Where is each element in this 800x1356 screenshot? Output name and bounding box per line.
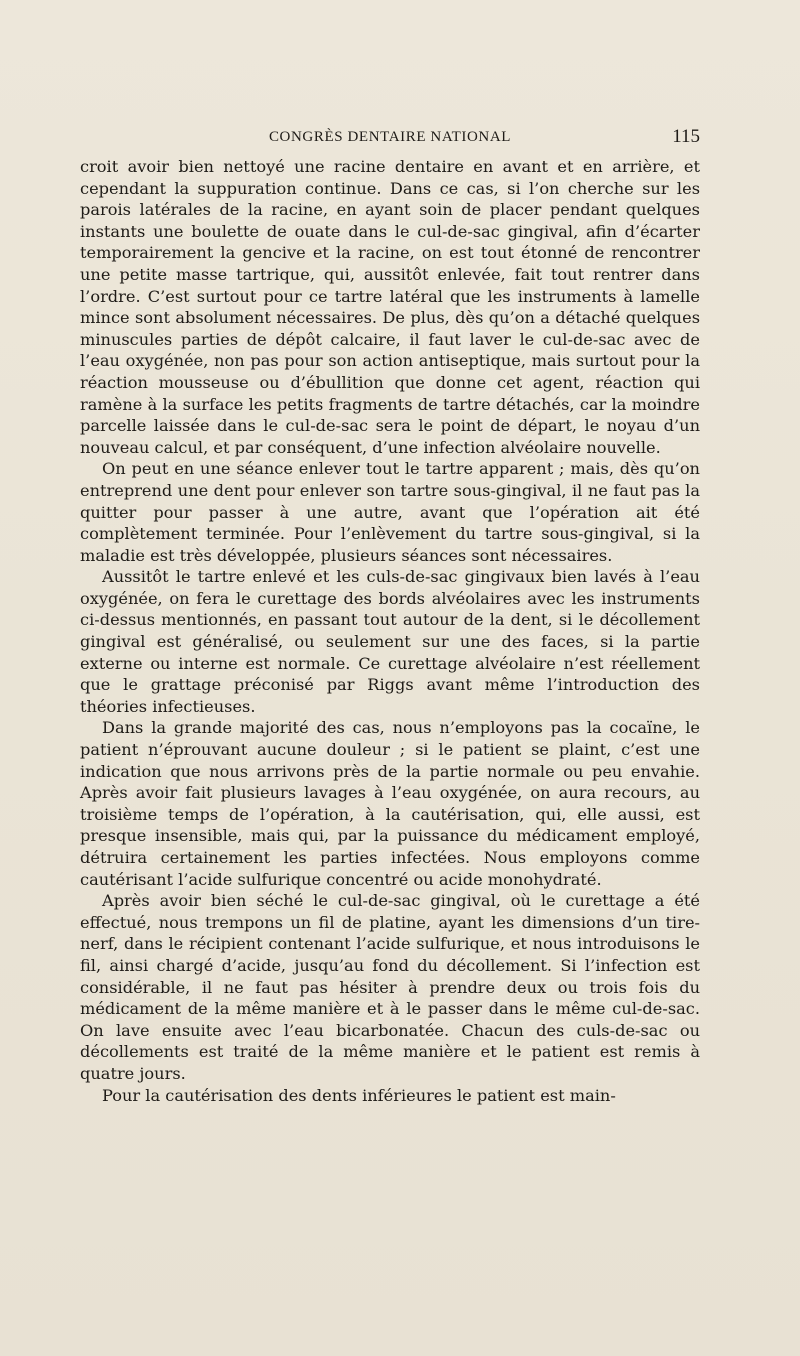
page-number: 115	[672, 126, 700, 147]
running-title: CONGRÈS DENTAIRE NATIONAL	[268, 129, 512, 145]
paragraph: Dans la grande majorité des cas, nous n’employons pas la cocaïne, le patient n’éprouvant aucune douleur ; si le patient se plaint, c’est une indication que nous arrivons près de la partie normale ou peu envahie. Après avoir fait plusieurs lavages à l’eau oxygénée, on aura recours, au troisième temps de l’opération, à la cautérisation, qui, elle aussi, est presque insensible, mais qui, par la puissance du médicament employé, détruira certainement les parties infectées. Nous employons comme cautérisant l’acide sulfurique concentré ou acide monohydraté.	[80, 718, 700, 889]
paragraph: On peut en une séance enlever tout le tartre apparent ; mais, dès qu’on entreprend une dent pour enlever son tartre sous-gingival, il ne faut pas la quitter pour passer à une autre, avant que l’opération ait été complètement terminée. Pour l’enlèvement du tartre sous-gingival, si la maladie est très développée, plusieurs séances sont nécessaires.	[80, 459, 700, 565]
body-text	[80, 156, 700, 1106]
paragraph: Après avoir bien séché le cul-de-sac gingival, où le curettage a été effectué, nous trempons un fil de platine, ayant les dimensions d’un tire-nerf, dans le récipient contenant l’acide sulfurique, et nous introduisons le fil, ainsi chargé d’acide, jusqu’au fond du décollement. Si l’infection est considérable, il ne faut pas hésiter à prendre deux ou trois fois du médicament de la même manière et à le passer dans le même cul-de-sac. On lave ensuite avec l’eau bicarbonatée. Chacun des culs-de-sac ou décollements est traité de la même manière et le patient est remis à quatre jours.	[80, 891, 700, 1083]
paragraph: Aussitôt le tartre enlevé et les culs-de-sac gingivaux bien lavés à l’eau oxygénée, on fera le curettage des bords alvéolaires avec les instruments ci-dessus mentionnés, en passant tout autour de la dent, si le décollement gingival est généralisé, ou seulement sur une des faces, si la partie externe ou interne est normale. Ce curettage alvéolaire n’est réellement que le grattage préconisé par Riggs avant même l’introduction des théories infectieuses.	[80, 567, 700, 716]
paragraph-continued: croit avoir bien nettoyé une racine dentaire en avant et en arrière, et cependant la suppuration continue. Dans ce cas, si l’on cherche sur les parois latérales de la racine, en ayant soin de placer pendant quelques instants une boulette de ouate dans le cul-de-sac gingival, afin d’écarter temporairement la gencive et la racine, on est tout étonné de rencontrer une petite masse tartrique, qui, aussitôt enlevée, fait tout rentrer dans l’ordre. C’est surtout pour ce tartre latéral que les instruments à lamelle mince sont absolument nécessaires. De plus, dès qu’on a détaché quelques minuscules parties de dépôt calcaire, il faut laver le cul-de-sac avec de l’eau oxygénée, non pas pour son action antiseptique, mais surtout pour la réaction mousseuse ou d’ébullition que donne cet agent, réaction qui ramène à la surface les petits fragments de tartre détachés, car la moindre parcelle laissée dans le cul-de-sac sera le point de départ, le noyau d’un nouveau calcul, et par conséquent, d’une infection alvéolaire nouvelle.	[80, 157, 700, 457]
paragraph-last: Pour la cautérisation des dents inférieures le patient est main-	[102, 1085, 616, 1105]
page-header	[80, 124, 700, 150]
